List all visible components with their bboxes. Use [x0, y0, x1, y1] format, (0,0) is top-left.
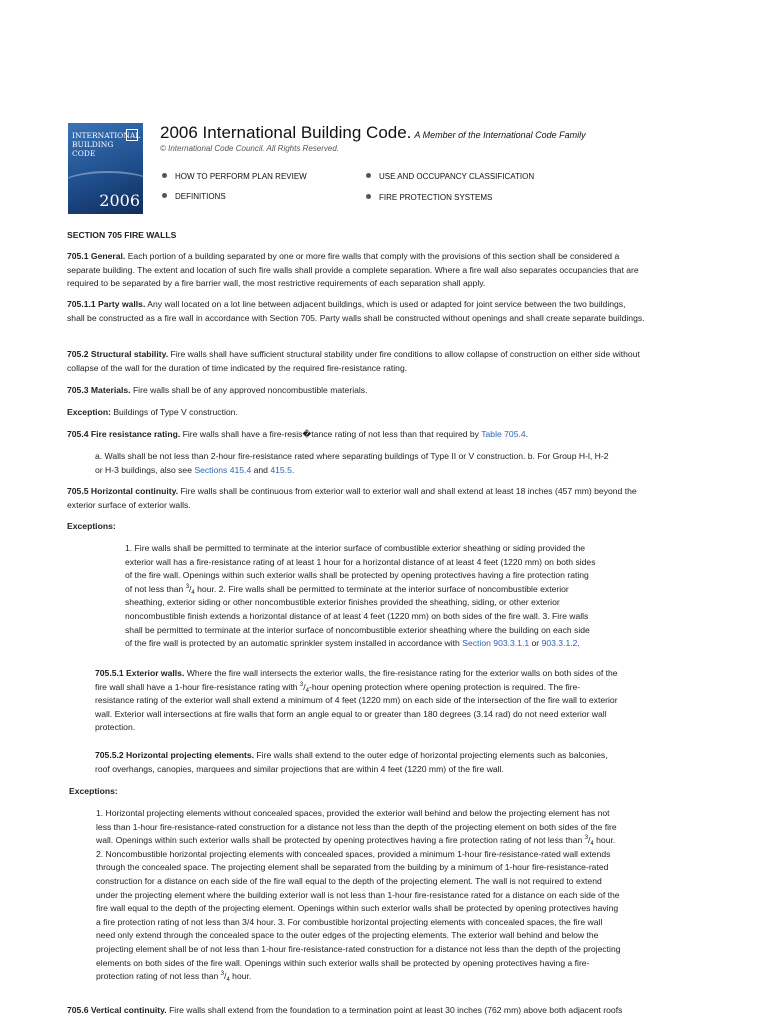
bullet-icon — [162, 173, 167, 178]
exceptions-705-5-2: 1. Horizontal projecting elements without concealed spaces, provided the exterior wall behind and below the projecting element has not less than 1-hour fire-resistance-rated construction for a distance not less than the depth of the projecting element on both sides of the fire wall. Openings within such exterior walls shall be protected by opening protectives having a fire protection rating of not less than $^3/_4$ hour. 2. Noncombustible horizontal projecting elements with concealed spaces, provided a minimum 1-hour fire-resistance-rated wall extends through the concealed space. The projecting element shall be separated from the building by a minimum of 1-hour fire-resistance-rated construction for a distance on each side of the fire wall equal to the depth of the projecting element. The wall is not required to extend under the projecting element where the building exterior wall is not less than 1-hour fire-resistance rated for a distance on each side of the fire wall equal to the depth of the projecting element. Openings within such exterior walls shall be protected by opening protectives having a fire protection rating of not less than 3/4 hour. 3. For combustible horizontal projecting elements with concealed spaces, the fire wall need only extend through the concealed space to the outer edges of the projecting elements. The exterior wall behind and below the projecting element shall be of not less than 1-hour fire-resistance-rated construction for a distance not less than the depth of the projecting elements on both sides of the fire wall. Openings within such exterior walls shall be protected by opening protectives having a fire- protection rating of not less than $^3/_4$ hour. — [96, 808, 621, 984]
copyright-notice: © International Code Council. All Rights Reserved. — [160, 144, 340, 153]
paragraph-705-5-2: 705.5.2 Horizontal projecting elements. Fire walls shall extend to the outer edge of horizontal projecting elements such as balconies, roof overhangs, canopies, marquees and similar projections that are within 4 feet (1220 mm) of the fire wall. — [95, 750, 608, 774]
page-title: 2006 International Building Code. A Member of the International Code Family — [160, 123, 586, 142]
bullet-icon — [366, 173, 371, 178]
link-section-415-4[interactable]: Sections 415.4 — [194, 464, 252, 475]
bullet-icon — [162, 193, 167, 198]
link-section-903-3-1-1[interactable]: Section 903.3.1.1 — [462, 638, 530, 649]
paragraph-705-1-1: 705.1.1 Party walls. Any wall located on a lot line between adjacent buildings, which is used or adapted for joint service between the two buildings, shall be constructed as a fire wall in accordance with Section 705. Party walls shall be constructed without openings and shall create separate buildings. — [67, 299, 645, 323]
cover-title: INTERNATIONAL BUILDING CODE — [72, 131, 141, 158]
link-table-705-4[interactable]: Table 705.4 — [481, 429, 526, 439]
section-title: SECTION 705 FIRE WALLS — [67, 230, 177, 240]
cover-year: 2006 — [99, 191, 140, 210]
exceptions-705-5: 1. Fire walls shall be permitted to terminate at the interior surface of combustible exterior sheathing or siding provided the exterior wall has a fire-resistance rating of at least 1 hour for a horizontal distance of at least 4 feet (1220 mm) on both sides of the fire wall. Openings within such exterior walls shall be protected by opening protectives having a fire protection rating of not less than $^3/_4$ hour. 2. Fire walls shall be permitted to terminate at the interior surface of noncombustible exterior sheathing, exterior siding or other noncombustible exterior finishes provided the sheathing, siding, or other exterior noncombustible finish extends a horizontal distance of at least 4 feet (1220 mm) on both sides of the fire wall. 3. Fire walls shall be permitted to terminate at the interior surface of noncombustible exterior sheathing where the building on each side of the fire wall is protected by an automatic sprinkler system installed in accordance with Section 903.3.1.1 or 903.3.1.2. — [125, 543, 596, 649]
table-note-a: a. Walls shall be not less than 2-hour fire-resistance rated where separating buildings of Type II or V construction. b. For Group H-l, H-2 or H-3 buildings, also see Sections 415.4 and 415.5. — [95, 451, 609, 475]
paragraph-705-3: 705.3 Materials. Fire walls shall be of any approved noncombustible materials. — [67, 385, 368, 395]
paragraph-705-6: 705.6 Vertical continuity. Fire walls shall extend from the foundation to a termination point at least 30 inches (762 mm) above both adjacent roofs — [67, 1005, 623, 1015]
nav-use-occupancy[interactable]: USE AND OCCUPANCY CLASSIFICATION — [366, 172, 534, 181]
paragraph-705-5-1: 705.5.1 Exterior walls. Where the fire wall intersects the exterior walls, the fire-resistance rating for the exterior walls on both sides of the fire wall shall have a 1-hour fire-resistance rating with $^3/_4$-hour opening protection where opening protection is required. The fire- resistance rating of the exterior wall shall extend a minimum of 4 feet (1220 mm) on each side of the intersection of the fire wall to exterior wall. Exterior wall intersections at fire walls that form an angle equal to or greater than 180 degrees (3.14 rad) do not need exterior wall protection. — [95, 668, 618, 733]
book-cover-image — [68, 123, 143, 214]
paragraph-705-5: 705.5 Horizontal continuity. Fire walls shall be continuous from exterior wall to exterior wall and shall extend at least 18 inches (457 mm) beyond the exterior surface of exterior walls. — [67, 486, 637, 510]
nav-plan-review[interactable]: HOW TO PERFORM PLAN REVIEW — [162, 172, 307, 181]
paragraph-705-4: 705.4 Fire resistance rating. Fire walls shall have a fire-resis�tance rating of not less than that required by Table 705.4. — [67, 429, 529, 439]
member-tagline: A Member of the International Code Family — [414, 130, 586, 140]
exception-type-v: Exception: Buildings of Type V construction. — [67, 407, 238, 417]
paragraph-705-2: 705.2 Structural stability. Fire walls shall have sufficient structural stability under fire conditions to allow collapse of construction on either side without collapse of the wall for the duration of time indicated by the required fire-resistance rating. — [67, 349, 640, 373]
nav-definitions[interactable]: DEFINITIONS — [162, 192, 226, 201]
link-section-415-5[interactable]: 415.5 — [270, 464, 292, 475]
exceptions-label-2: Exceptions: — [69, 786, 118, 796]
paragraph-705-1: 705.1 General. Each portion of a building separated by one or more fire walls that comply with the provisions of this section shall be considered a separate building. The extent and location of such fire walls shall provide a complete separation. Where a fire wall also separates occupancies that are required to be separated by a fire barrier wall, the most restrictive requirements of each separation shall apply. — [67, 251, 639, 289]
exceptions-label: Exceptions: — [67, 521, 116, 531]
bullet-icon — [366, 194, 371, 199]
link-section-903-3-1-2[interactable]: 903.3.1.2 — [541, 638, 578, 649]
nav-fire-protection[interactable]: FIRE PROTECTION SYSTEMS — [366, 193, 492, 202]
